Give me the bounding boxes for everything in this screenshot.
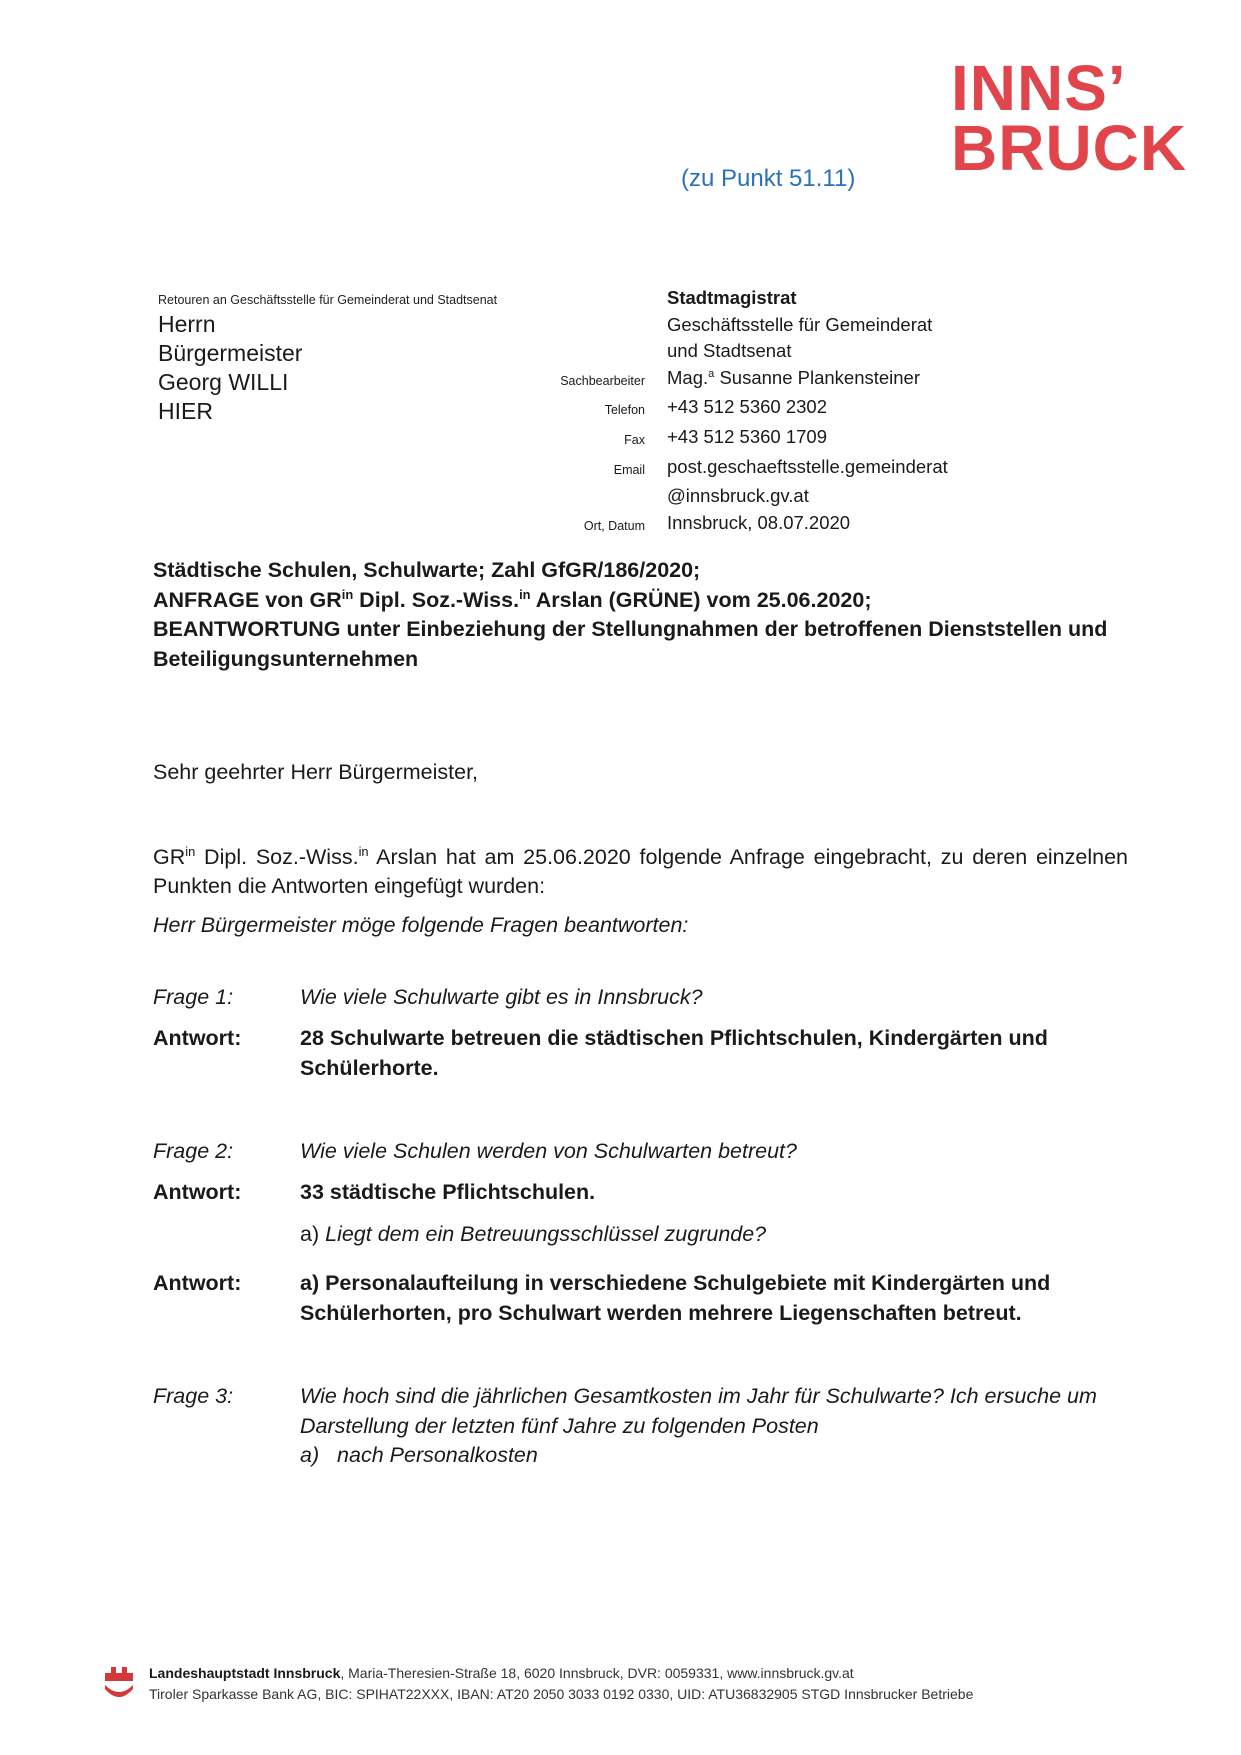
recipient-line: HIER [158, 398, 213, 424]
clerk-name: Mag.$^a$ Susanne Plankensteiner [667, 366, 921, 388]
clerk-label: Sachbearbeiter [560, 373, 645, 388]
logo-line-1: INNS’ [951, 52, 1127, 124]
email-value[interactable]: post.geschaeftsstelle.gemeinderat [667, 455, 948, 477]
answer-2a [153, 1269, 1128, 1328]
answer-2 [153, 1178, 1128, 1208]
answer-text: 33 städtische Pflichtschulen. [300, 1180, 596, 1204]
sender-dept-2: und Stadtsenat [667, 340, 792, 362]
sender-block [540, 285, 1060, 539]
subject-line-2: ANFRAGE von $GR^{in}$ Dipl. Soz.-Wiss.$^{in}$ Arslan (GRÜNE) vom 25.06.2020; [153, 586, 872, 612]
question-2 [153, 1137, 1128, 1167]
date-label: Ort, Datum [583, 518, 645, 533]
fax-label: Fax [624, 432, 645, 447]
answer-label: Antwort: [153, 1180, 242, 1204]
fax-value: +43 512 5360 1709 [667, 425, 827, 447]
recipient-line: Bürgermeister [158, 340, 303, 366]
subject-line-1: Städtische Schulen, Schulwarte; Zahl GfGR/186/2020; [153, 558, 701, 582]
question-label: Frage 1: [153, 985, 234, 1009]
intro-paragraph: $GR^{in}$ Dipl. Soz.-Wiss.$^{in}$ Arslan hat am 25.06.2020 folgende Anfrage eingebracht, zu deren einzelnen Punkten die Antworten eingefügt wurden: [153, 843, 1128, 898]
return-note: Retouren an Geschäftsstelle für Gemeinderat und Stadtsenat [158, 293, 498, 307]
phone-value: +43 512 5360 2302 [667, 396, 827, 418]
answer-1 [153, 1024, 1128, 1083]
recipient-address [158, 310, 302, 426]
answer-text: a) Personalaufteilung in verschiedene Schulgebiete mit Kindergärten und Schülerhorten, pro Schulwart werden mehrere Liegenschaften betreut. [300, 1271, 1051, 1325]
question-label: Frage 2: [153, 1139, 234, 1163]
question-3 [153, 1382, 1128, 1471]
footer-line-2: Tiroler Sparkasse Bank AG, BIC: SPIHAT22XXX, IBAN: AT20 2050 3033 0192 0330, UID: ATU36832905 STGD Innsbrucker Betriebe [149, 1686, 974, 1702]
answer-label: Antwort: [153, 1026, 242, 1050]
email-label: Email [613, 462, 645, 477]
sender-dept: Geschäftsstelle für Gemeinderat [667, 313, 933, 335]
intro-question-line: Herr Bürgermeister möge folgende Fragen beantworten: [153, 913, 689, 937]
question-text: Wie viele Schulwarte gibt es in Innsbruck? [300, 985, 703, 1009]
logo-line-2: BRUCK [951, 112, 1188, 184]
question-text: Wie hoch sind die jährlichen Gesamtkosten im Jahr für Schulwarte? Ich ersuche um Darstellung der letzten fünf Jahre zu folgenden Posten a) nach Personalkosten [300, 1384, 1097, 1467]
question-text: a) Liegt dem ein Betreuungsschlüssel zugrunde? [300, 1222, 767, 1246]
question-2a [153, 1220, 1128, 1250]
subject [153, 556, 1133, 674]
answer-label: Antwort: [153, 1271, 242, 1295]
email-value-domain[interactable]: @innsbruck.gv.at [667, 485, 809, 507]
phone-label: Telefon [604, 403, 645, 418]
date-value: Innsbruck, 08.07.2020 [667, 511, 851, 533]
innsbruck-logo [951, 52, 1191, 184]
question-label: Frage 3: [153, 1384, 234, 1408]
agenda-point: (zu Punkt 51.11) [681, 165, 856, 192]
sender-org: Stadtmagistrat [667, 287, 797, 308]
footer-line-1: Landeshauptstadt Innsbruck, Maria-Theresien-Straße 18, 6020 Innsbruck, DVR: 0059331, www.innsbruck.gv.at [149, 1665, 854, 1681]
footer [103, 1663, 1103, 1705]
city-crest-icon [103, 1665, 135, 1705]
question-text: Wie viele Schulen werden von Schulwarten betreut? [300, 1139, 797, 1163]
salutation: Sehr geehrter Herr Bürgermeister, [153, 760, 479, 784]
recipient-line: Georg WILLI [158, 369, 289, 395]
answer-text: 28 Schulwarte betreuen die städtischen Pflichtschulen, Kindergärten und Schülerhorte. [300, 1026, 1048, 1080]
recipient-line: Herrn [158, 311, 216, 337]
question-1 [153, 983, 1128, 1013]
subject-line-3: BEANTWORTUNG unter Einbeziehung der Stellungnahmen der betroffenen Dienststellen und Beteiligungsunternehmen [153, 617, 1108, 671]
